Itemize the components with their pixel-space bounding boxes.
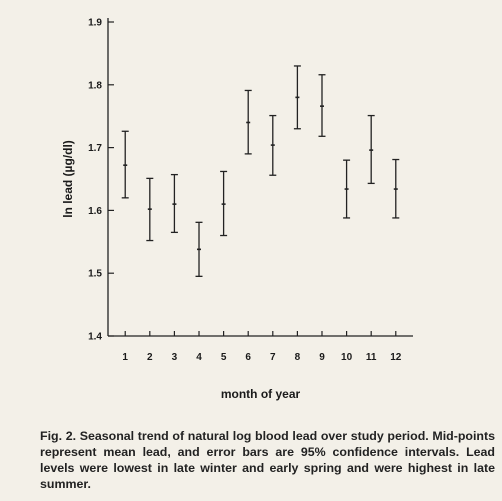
x-tick-label: 5 xyxy=(220,352,227,363)
x-axis-title: month of year xyxy=(220,387,301,401)
y-tick-label: 1.9 xyxy=(88,17,102,29)
x-tick-label: 3 xyxy=(171,352,178,363)
x-tick-label: 12 xyxy=(390,352,402,363)
y-tick-label: 1.8 xyxy=(88,80,102,92)
y-axis-title: ln lead (µg/dl) xyxy=(61,140,75,218)
x-tick-label: 4 xyxy=(196,352,202,363)
axes xyxy=(108,18,413,336)
x-tick-label: 9 xyxy=(319,352,325,363)
y-tick-label: 1.6 xyxy=(88,205,102,217)
figure-caption: Fig. 2. Seasonal trend of natural log blood lead over study period. Mid-points represent mean lead, and error bars are 95% confidence intervals. Lead levels were lowest in late winter and early spring and were highest in late summer. xyxy=(40,429,495,491)
x-tick-label: 6 xyxy=(245,352,251,363)
y-tick-label: 1.4 xyxy=(88,331,102,343)
x-tick-label: 8 xyxy=(294,352,301,363)
error-bars xyxy=(122,66,400,276)
y-tick-label: 1.5 xyxy=(88,268,102,280)
y-ticks xyxy=(88,18,114,343)
x-tick-label: 2 xyxy=(147,352,153,363)
x-tick-label: 1 xyxy=(122,352,128,363)
x-tick-label: 11 xyxy=(365,352,377,363)
y-tick-label: 1.7 xyxy=(88,143,102,155)
x-tick-label: 7 xyxy=(270,352,276,363)
x-tick-label: 10 xyxy=(341,352,353,363)
